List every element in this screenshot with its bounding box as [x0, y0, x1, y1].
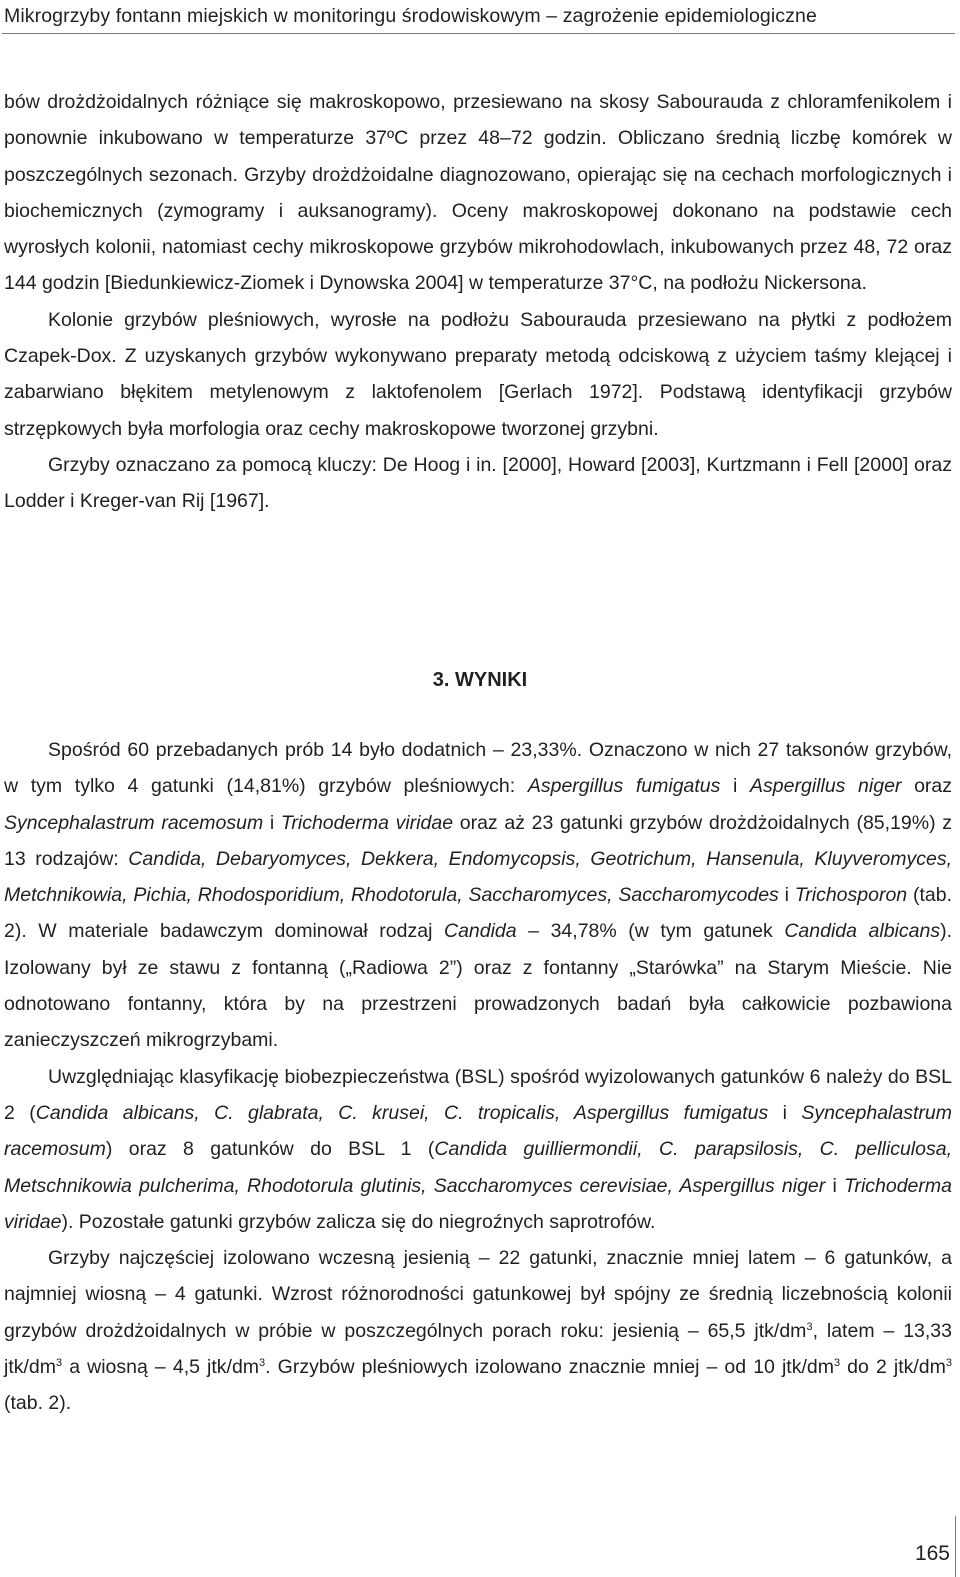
results-paragraph-3 — [4, 1240, 952, 1421]
text-run: , latem – 13,33 jtk/dm — [4, 1319, 952, 1379]
italic-taxon-name: Aspergillus fumigatus — [527, 775, 721, 798]
text-run: i — [720, 775, 751, 798]
page-number-rule — [955, 1516, 956, 1577]
superscript: 3 — [259, 1357, 266, 1370]
italic-taxon-name: Trichoderma viridae — [280, 811, 454, 834]
text-run: do 2 jtk/dm — [840, 1356, 946, 1379]
text-run: a wiosną – 4,5 jtk/dm — [62, 1356, 260, 1379]
text-run: oraz aż 23 gatunki grzybów drożdżoidalnych (85,19%) z 13 rodzajów: — [4, 811, 953, 870]
superscript: 3 — [833, 1357, 841, 1370]
text-run: – 34,78% (w tym gatunek — [516, 920, 785, 943]
text-run: oraz — [901, 775, 952, 798]
running-head: Mikrogrzyby fontann miejskich w monitoringu środowiskowym – zagrożenie epidemiologiczne — [4, 5, 817, 27]
text-run: Uwzględniając klasyfikację biobezpieczeństwa (BSL) spośród wyizolowanych gatunków 6 należy do BSL 2 ( — [4, 1065, 952, 1124]
superscript: 3 — [56, 1357, 63, 1370]
text-run: Grzyby najczęściej izolowano wczesną jesienią – 22 gatunki, znacznie mniej latem – 6 gatunków, a najmniej wiosną – 4 gatunki. Wzrost różnorodności gatunkowej był spójny ze średnią liczebnością kolonii grzybów drożdżoidalnych w próbie w poszczególnych porach roku: jesienią – 65,5 jtk/dm — [4, 1247, 952, 1342]
methods-paragraph-1: bów drożdżoidalnych różniące się makroskopowo, przesiewano na skosy Sabourauda z chloramfenikolem i ponownie inkubowano w temperaturze 37ºC przez 48–72 godzin. Obliczano średnią liczbę komórek w poszczególnych sezonach. Grzyby drożdżoidalne diagnozowano, opierając się na cechach morfologicznych i biochemicznych (zymogramy i auksanogramy). Oceny makroskopowej dokonano na podstawie cech wyrosłych kolonii, natomiast cechy mikroskopowe grzybów mikrohodowlach, inkubowanych przez 48, 72 oraz 144 godzin [Biedunkiewicz-Ziomek i Dynowska 2004] w temperaturze 37°C, na podłożu Nickersona. — [4, 91, 952, 295]
header-rule — [2, 33, 955, 34]
results-section — [4, 732, 952, 1422]
page-number: 165 — [914, 1542, 950, 1565]
text-run: ) oraz 8 gatunków do BSL 1 ( — [105, 1138, 435, 1161]
text-run: (tab. 2). — [4, 1392, 72, 1415]
italic-taxon-name: Syncephalastrum racemosum — [4, 811, 264, 834]
text-run: i — [768, 1101, 802, 1124]
text-run: i — [778, 884, 795, 907]
text-run: . Grzybów pleśniowych izolowano znacznie mniej – od 10 jtk/dm — [265, 1356, 834, 1379]
results-paragraph-1 — [4, 732, 952, 1059]
italic-taxon-name: Candida albicans, C. glabrata, C. krusei, C. tropicalis, Aspergillus fumigatus — [35, 1101, 769, 1124]
italic-taxon-name: Trichosporon — [794, 884, 908, 907]
italic-taxon-name: Candida guilliermondii, C. parapsilosis, C. pelliculosa, Metschnikowia pulcherima, Rhodotorula glutinis, Saccharomyces cerevisiae, Aspergillus niger — [4, 1138, 952, 1197]
text-run: (tab. 2). W materiale badawczym dominował rodzaj — [4, 884, 952, 943]
italic-taxon-name: Candida — [443, 920, 517, 943]
text-run: ). Pozostałe gatunki grzybów zalicza się do niegroźnych saprotrofów. — [61, 1210, 656, 1233]
italic-taxon-name: Aspergillus niger — [750, 775, 902, 798]
italic-taxon-name: Trichoderma viridae — [4, 1174, 952, 1233]
italic-taxon-name: Candida albicans — [784, 920, 941, 943]
text-run: i — [825, 1174, 844, 1197]
methods-paragraph-3: Grzyby oznaczano za pomocą kluczy: De Hoog i in. [2000], Howard [2003], Kurtzmann i Fell [2000] oraz Lodder i Kreger-van Rij [1967]. — [4, 453, 952, 513]
italic-taxon-name: Candida, Debaryomyces, Dekkera, Endomycopsis, Geotrichum, Hansenula, Kluyveromyces, Metchnikowia, Pichia, Rhodosporidium, Rhodotorula, Saccharomyces, Saccharomycodes — [4, 847, 952, 907]
section-heading: 3. WYNIKI — [432, 669, 528, 691]
methods-section — [4, 84, 952, 520]
italic-taxon-name: Syncephalastrum racemosum — [4, 1101, 952, 1161]
superscript: 3 — [806, 1320, 813, 1333]
superscript: 3 — [945, 1357, 952, 1370]
results-paragraph-2 — [4, 1059, 952, 1240]
text-run: Spośród 60 przebadanych prób 14 było dodatnich – 23,33%. Oznaczono w nich 27 taksonów grzybów, w tym tylko 4 gatunki (14,81%) grzybów pleśniowych: — [4, 739, 952, 798]
methods-paragraph-2: Kolonie grzybów pleśniowych, wyrosłe na podłożu Sabourauda przesiewano na płytki z podłożem Czapek-Dox. Z uzyskanych grzybów wykonywano preparaty metodą odciskową z użyciem taśmy klejącej i zabarwiano błękitem metylenowym z laktofenolem [Gerlach 1972]. Podstawą identyfikacji grzybów strzępkowych była morfologia oraz cechy makroskopowe tworzonej grzybni. — [4, 308, 952, 440]
text-run: ). Izolowany był ze stawu z fontanną („Radiowa 2”) oraz z fontanny „Starówka” na Starym Mieście. Nie odnotowano fontanny, która by na przestrzeni prowadzonych badań była całkowicie pozbawiona zanieczyszczeń mikrogrzybami. — [4, 920, 952, 1052]
text-run: i — [263, 811, 281, 834]
